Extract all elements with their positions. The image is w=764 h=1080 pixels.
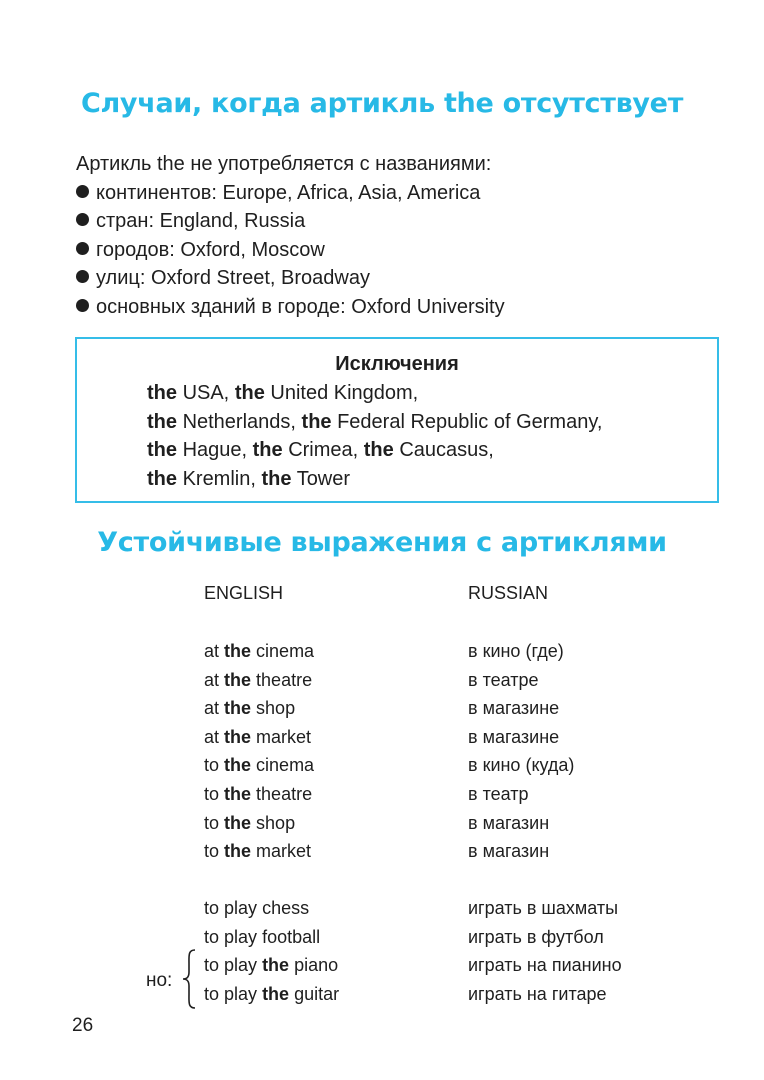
article-the: the (147, 467, 177, 490)
english-phrase: at the shop (204, 698, 296, 719)
curly-brace-icon (181, 948, 197, 1010)
article-the: the (262, 955, 290, 976)
exception-line (147, 379, 602, 408)
english-phrase: to play the piano (204, 955, 339, 976)
english-phrase: to play the guitar (204, 983, 340, 1004)
list-item-text: стран: England, Russia (96, 210, 306, 232)
english-phrase: at the theatre (204, 669, 313, 690)
table-row (0, 927, 764, 955)
table-row (0, 984, 764, 1012)
english-phrase: to the cinema (204, 755, 315, 776)
table-row (0, 898, 764, 926)
exception-noun: Caucasus, (399, 439, 494, 461)
exceptions-lines (147, 379, 602, 493)
russian-translation: в кино (куда) (468, 755, 575, 776)
russian-translation: играть на гитаре (468, 983, 607, 1004)
exception-line (147, 465, 602, 494)
list-item (76, 264, 505, 293)
english-phrase: at the cinema (204, 641, 315, 661)
article-the: the (363, 439, 394, 461)
exception-noun: USA, (182, 382, 230, 404)
list-item (76, 236, 505, 265)
english-phrase: to play chess (204, 898, 310, 918)
russian-translation: в магазин (468, 841, 550, 862)
intro-list (76, 150, 505, 321)
table-row (0, 955, 764, 983)
page-number: 26 (72, 1015, 94, 1036)
article-the: the (224, 698, 252, 719)
bullet-icon (76, 213, 89, 226)
list-item (76, 207, 505, 236)
article-the: the (147, 410, 177, 433)
section-title-no-article: Случаи, когда артикль the отсутствует (80, 88, 684, 119)
article-the: the (224, 784, 252, 804)
article-the: the (261, 467, 292, 490)
exception-noun: Crimea, (288, 439, 359, 461)
table-row (0, 841, 764, 869)
russian-translation: в кино (где) (468, 641, 564, 661)
russian-translation: в магазине (468, 698, 560, 719)
article-the: the (252, 439, 283, 461)
exception-noun: United Kingdom, (270, 382, 419, 404)
russian-translation: играть на пианино (468, 955, 622, 976)
list-item (76, 179, 505, 208)
english-phrase: to the shop (204, 812, 296, 833)
exception-line (147, 408, 602, 437)
table-header (0, 583, 764, 611)
english-phrase: at the market (204, 726, 312, 747)
bullet-icon (76, 242, 89, 255)
article-the: the (224, 755, 252, 776)
table-row (0, 755, 764, 783)
header-russian: RUSSIAN (468, 583, 549, 603)
table-row (0, 727, 764, 755)
exception-noun: Kremlin, (182, 467, 256, 490)
header-english: ENGLISH (204, 583, 284, 603)
list-item (76, 293, 505, 322)
article-the: the (262, 983, 290, 1004)
exception-noun: Netherlands, (182, 410, 296, 433)
list-item-text: континентов: Europe, Africa, Asia, America (96, 181, 481, 204)
intro-lead: Артикль the не употребляется с названиями: (76, 153, 492, 175)
article-the: the (224, 669, 252, 690)
english-phrase: to play football (204, 926, 321, 947)
table-row (0, 784, 764, 812)
exception-noun: Tower (296, 467, 351, 490)
english-phrase: to the theatre (204, 784, 313, 804)
exceptions-box (75, 337, 719, 503)
no-label: но: (146, 970, 173, 991)
bullet-icon (76, 299, 89, 312)
list-item-text: основных зданий в городе: Oxford University (96, 295, 505, 318)
russian-translation: в театр (468, 784, 529, 804)
bullet-icon (76, 185, 89, 198)
russian-translation: в театре (468, 669, 539, 690)
russian-translation: играть в шахматы (468, 898, 619, 918)
article-the: the (147, 382, 177, 404)
table-row (0, 813, 764, 841)
article-the: the (224, 812, 252, 833)
bullet-icon (76, 270, 89, 283)
table-row (0, 670, 764, 698)
list-item-text: городов: Oxford, Moscow (96, 238, 325, 261)
list-item-text: улиц: Oxford Street, Broadway (96, 267, 370, 289)
article-the: the (224, 726, 252, 747)
table-row (0, 698, 764, 726)
exception-line (147, 436, 602, 465)
russian-translation: играть в футбол (468, 926, 604, 947)
exception-noun: Hague, (182, 439, 248, 461)
article-the: the (301, 410, 332, 433)
exceptions-title: Исключения (335, 353, 459, 375)
section-title-set-expressions: Устойчивые выражения с артиклями (97, 527, 667, 558)
english-phrase: to the market (204, 841, 312, 862)
russian-translation: в магазин (468, 812, 550, 833)
exception-noun: Federal Republic of Germany, (337, 410, 603, 433)
article-the: the (147, 439, 177, 461)
table-row (0, 641, 764, 669)
article-the: the (224, 841, 252, 862)
article-the: the (234, 382, 265, 404)
article-the: the (224, 641, 252, 661)
russian-translation: в магазине (468, 726, 560, 747)
